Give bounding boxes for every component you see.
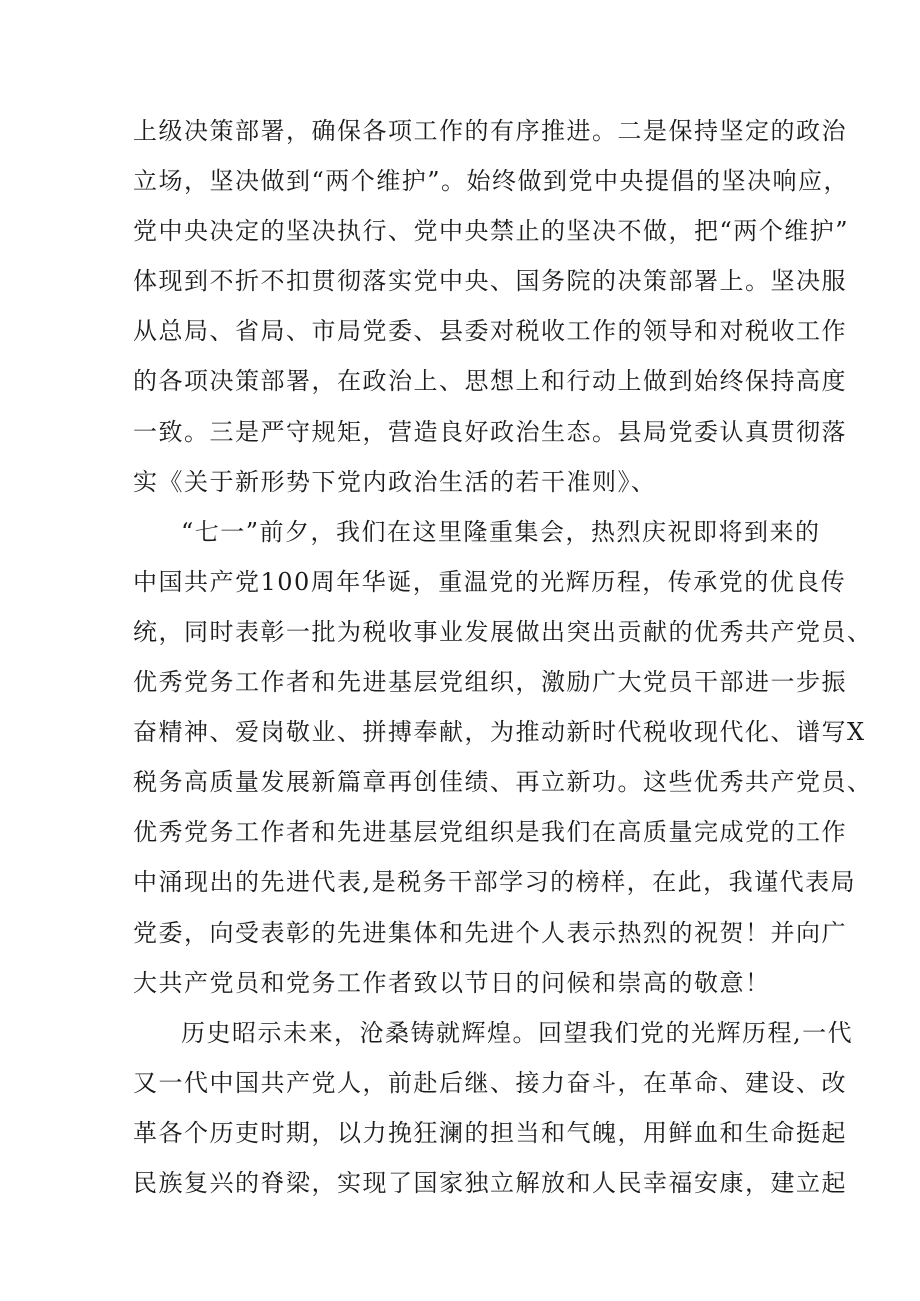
text-line: 从总局、省局、市局党委、县委对税收工作的领导和对税收工作	[133, 317, 847, 346]
text-line: 党委，向受表彰的先进集体和先进个人表示热烈的祝贺！并向广	[133, 918, 847, 947]
text-line: 实《关于新形势下党内政治生活的若干准则》、	[133, 467, 657, 496]
text-line: 一致。三是严守规矩，营造良好政治生态。县局党委认真贯彻落	[133, 417, 847, 446]
text-line: 上级决策部署，确保各项工作的有序推进。二是保持坚定的政治	[133, 117, 847, 145]
text-line: 又一代中国共产党人，前赴后继、接力奋斗，在革命、建设、改	[133, 1068, 847, 1097]
text-line: 优秀党务工作者和先进基层党组织是我们在高质量完成党的工作	[133, 818, 847, 847]
text-line: 党中央决定的坚决执行、党中央禁止的坚决不做，把“两个维护”	[133, 217, 850, 246]
text-line: 历史昭示未来，沧桑铸就辉煌。回望我们党的光辉历程,一代	[181, 1018, 854, 1047]
text-line: 优秀党务工作者和先进基层党组织，激励广大党员干部进一步振	[133, 668, 847, 697]
document-body	[133, 106, 873, 1208]
text-line: “七一”前夕，我们在这里隆重集会，热烈庆祝即将到来的	[181, 517, 821, 546]
paragraph-2	[133, 507, 873, 1008]
text-line: 中涌现出的先进代表,是税务干部学习的榜样，在此，我谨代表局	[133, 868, 857, 897]
text-line: 革各个历吏时期，以力挽狂澜的担当和气魄，用鲜血和生命挺起	[133, 1118, 847, 1147]
text-line: 民族复兴的脊梁，实现了国家独立解放和人民幸福安康，建立起	[133, 1168, 847, 1197]
text-line: 奋精神、爱岗敬业、拼搏奉献，为推动新时代税收现代化、谱写X	[133, 718, 866, 747]
text-line: 税务高质量发展新篇章再创佳绩、再立新功。这些优秀共产党员、	[133, 768, 873, 797]
text-line: 中国共产党100周年华诞，重温党的光辉历程，传承党的优良传	[133, 567, 847, 596]
text-line: 体现到不折不扣贯彻落实党中央、国务院的决策部署上。坚决服	[133, 267, 847, 296]
paragraph-1	[133, 106, 850, 507]
text-line: 大共产党员和党务工作者致以节日的问候和崇高的敬意！	[133, 968, 771, 997]
text-line: 的各项决策部署，在政治上、思想上和行动上做到始终保持高度	[133, 367, 847, 396]
paragraph-3	[133, 1008, 854, 1208]
text-line: 统，同时表彰一批为税收事业发展做出突出贡献的优秀共产党员、	[133, 617, 873, 646]
text-line: 立场，坚决做到“两个维护”。始终做到党中央提倡的坚决响应，	[133, 167, 850, 196]
